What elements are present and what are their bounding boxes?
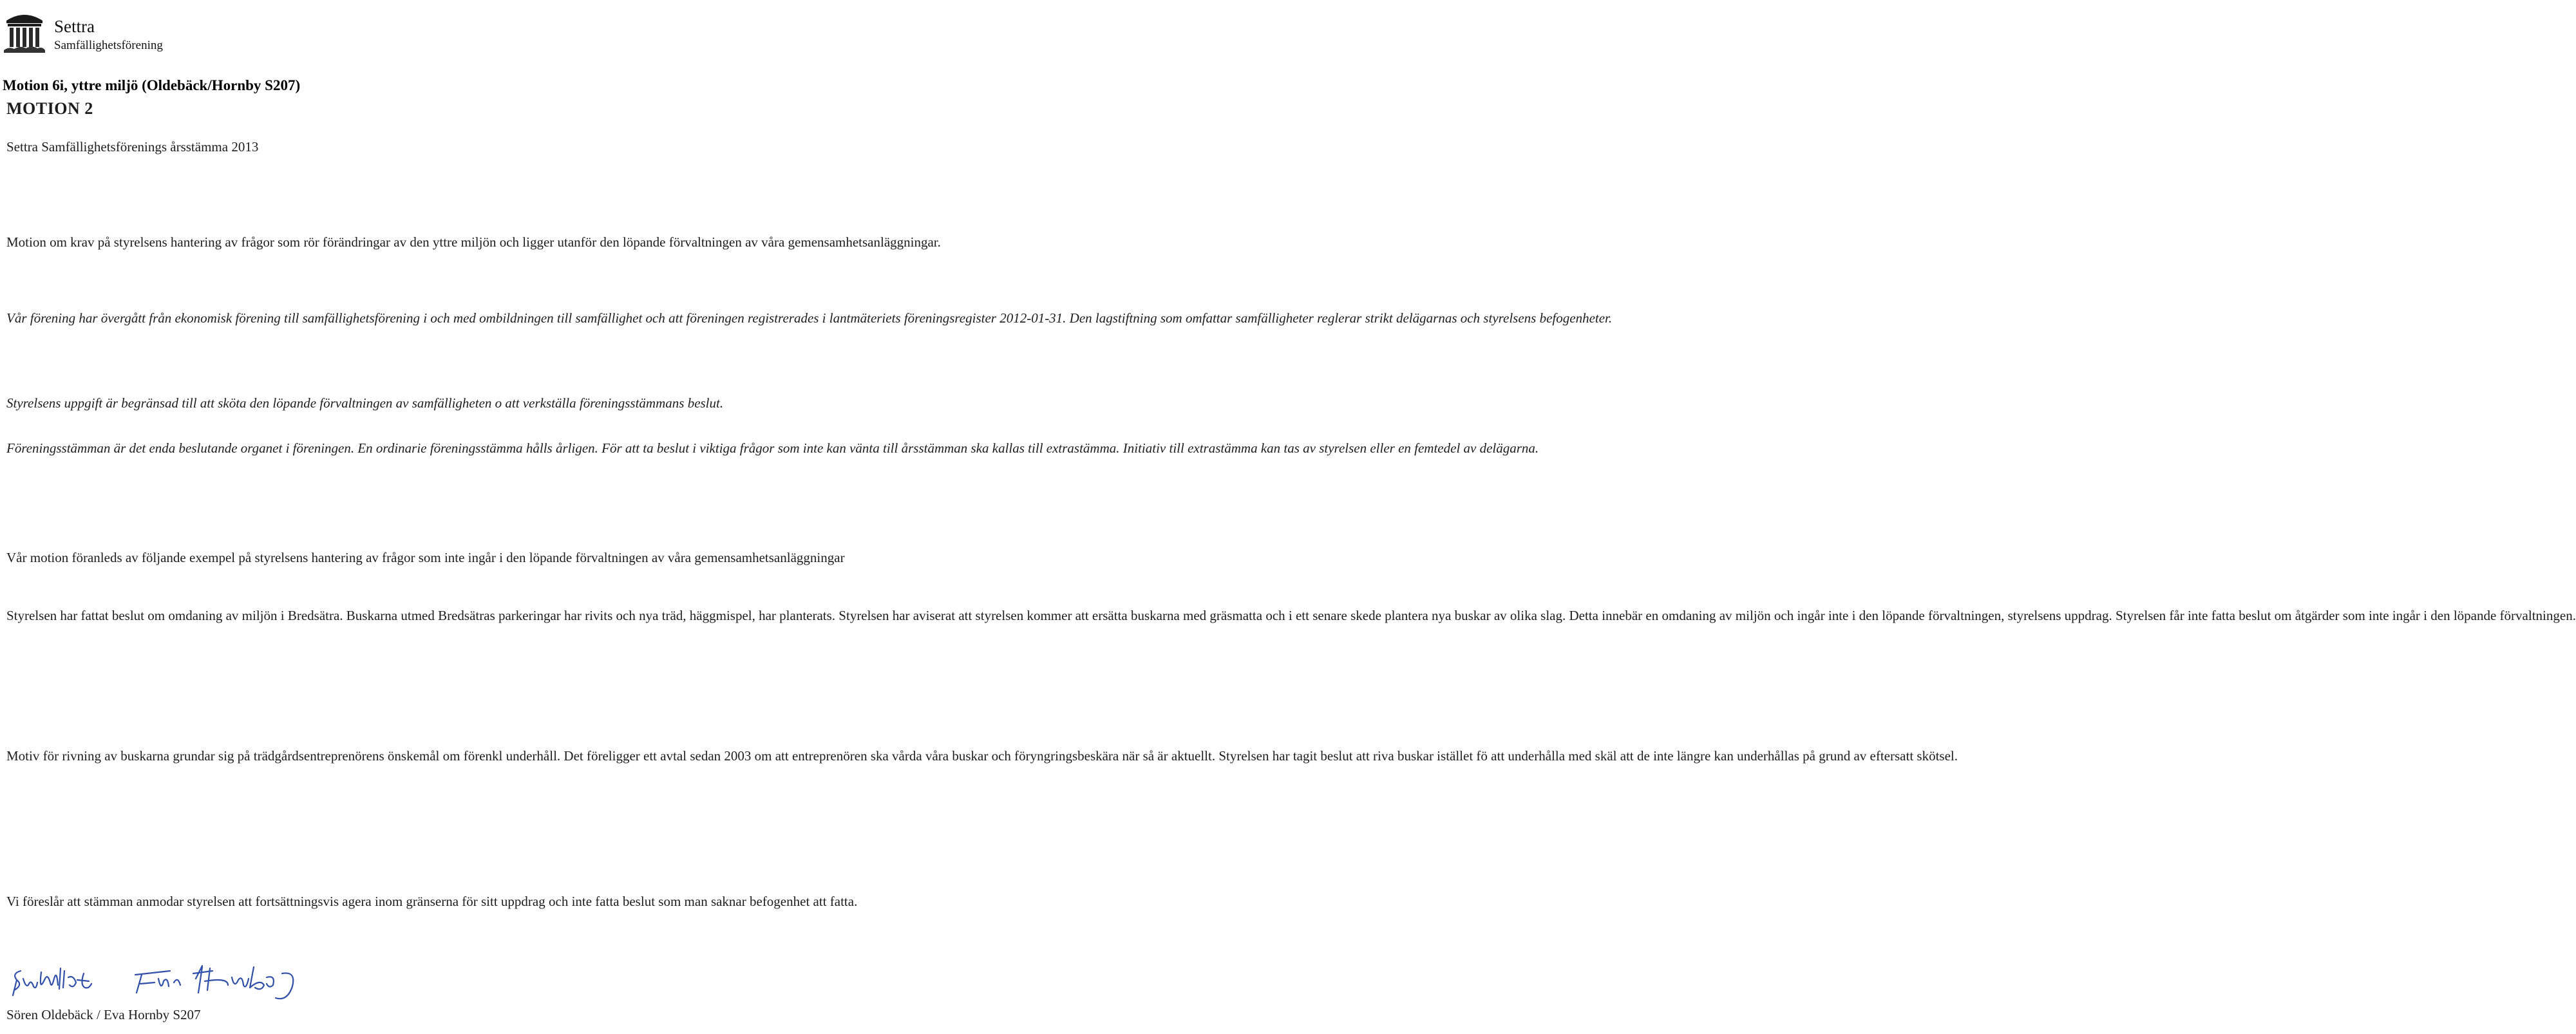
meeting-title: Settra Samfällighetsförenings årsstämma 2013 <box>6 139 259 155</box>
motive-paragraph: Motiv för rivning av buskarna grundar sig på trädgårdsentreprenörens önskemål om förenkl underhåll. Det föreligger ett avtal sedan 2003 om att entreprenören ska vårda våra buskar och föryngringsbeskära när så är aktuellt. Styrelsen har tagit beslut att riva buskar istället fö att underhålla med skäl att de inte längre kan underhållas på grund av eftersatt skötsel. <box>6 748 1958 764</box>
handwritten-signature <box>9 959 305 1004</box>
org-name: Settra <box>54 17 95 36</box>
signature-name: Sören Oldebäck / Eva Hornby S207 <box>6 1007 201 1022</box>
reason-paragraph: Vår motion föranleds av följande exempel på styrelsens hantering av frågor som inte ingår i den löpande förvaltningen av våra gemensamhetsanläggningar <box>6 550 845 565</box>
page-title: Motion 6i, yttre miljö (Oldebäck/Hornby S207) <box>3 77 301 93</box>
scanned-motion-letter <box>0 97 2576 1034</box>
proposal-paragraph: Vi föreslår att stämman anmodar styrelsen att fortsättningsvis agera inom gränserna för sitt uppdrag och inte fatta beslut som man saknar befogenhet att fatta. <box>6 894 858 909</box>
law-paragraph: Vår förening har övergått från ekonomisk förening till samfällighetsförening i och med ombildningen till samfällighet och att föreningen registrerades i lantmäteriets föreningsregister 2012-01-31. Den lagstiftning som omfattar samfälligheter reglerar strikt delägarnas och styrelsens befogenheter. <box>6 310 1613 326</box>
meeting-paragraph: Föreningsstämman är det enda beslutande organet i föreningen. En ordinarie föreningsstämma hålls årligen. För att ta beslut i viktiga frågor som inte kan vänta till årsstämman ska kallas till extrastämma. Initiativ till extrastämma kan tas av styrelsen eller en femtedel av delägarna. <box>6 440 1539 456</box>
bredsatra-paragraph: Styrelsen har fattat beslut om omdaning av miljön i Bredsätra. Buskarna utmed Bredsätras parkeringar har rivits och nya träd, häggmispel, har planterats. Styrelsen har aviserat att styrelsen kommer att ersätta buskarna med gräsmatta och i ett senare skede plantera nya buskar av olika slag. Detta innebär en omdaning av miljön och ingår inte i den löpande förvaltningen, styrelsens uppdrag. Styrelsen får inte fatta beslut om åtgärder som inte ingår i den löpande förvaltningen. <box>6 608 2576 623</box>
column-temple-logo-icon <box>3 8 46 55</box>
org-subtitle: Samfällighetsförening <box>54 39 163 52</box>
motion-heading: MOTION 2 <box>6 99 93 118</box>
board-task-paragraph: Styrelsens uppgift är begränsad till att sköta den löpande förvaltningen av samfälligheten o att verkställa föreningsstämmans beslut. <box>6 395 724 411</box>
intro-paragraph: Motion om krav på styrelsens hantering av frågor som rör förändringar av den yttre miljön och ligger utanför den löpande förvaltningen av våra gemensamhetsanläggningar. <box>6 234 941 250</box>
